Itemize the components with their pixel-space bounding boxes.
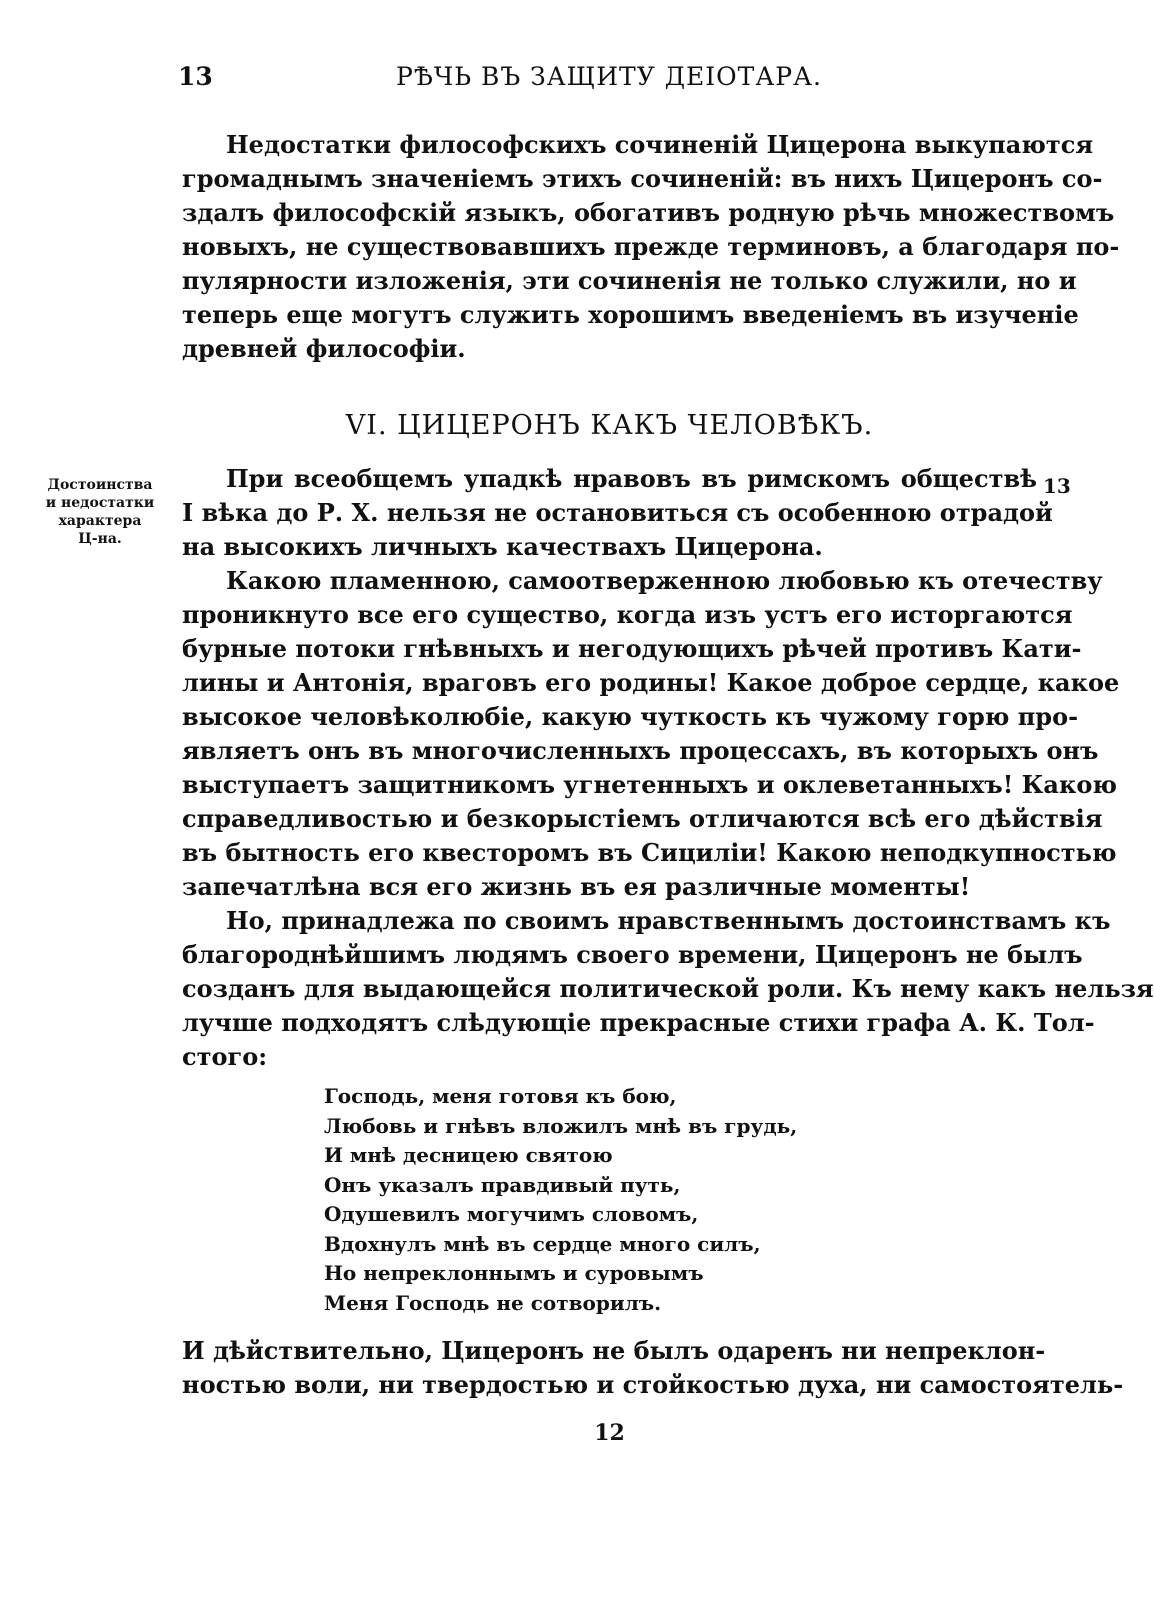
footer-signature-number: 12 [594,1420,625,1446]
paragraph-4 [182,904,1154,1074]
page-header [178,62,1040,102]
margin-sidenote [40,476,160,548]
text-line: запечатлѣна вся его жизнь въ ея различные моменты! [182,872,971,901]
text-line: Недостатки философскихъ сочиненій Цицерона выкупаются [226,130,1094,159]
sidenote-line: и недостатки [45,495,155,511]
poem-line: Онъ указалъ правдивый путь, [324,1172,681,1197]
text-line: благороднѣйшимъ людямъ своего времени, Цицеронъ не былъ [182,940,1083,969]
text-line: Какою пламенною, самоотверженною любовью къ отечеству [226,566,1103,595]
text-line: проникнуто все его существо, когда изъ устъ его исторгаются [182,600,1073,629]
paragraph-1 [182,128,1120,366]
text-line: I вѣка до Р. Х. нельзя не остановиться съ особенною отрадой [182,498,1053,527]
page-number: 13 [178,62,213,91]
text-line: выступаетъ защитникомъ угнетенныхъ и оклеветанныхъ! Какою [182,770,1117,799]
text-line: справедливостью и безкорыстіемъ отличаются всѣ его дѣйствія [182,804,1103,833]
text-line: высокое человѣколюбіе, какую чуткость къ чужому горю про- [182,702,1079,731]
poem-line: Но непреклоннымъ и суровымъ [324,1261,704,1285]
text-line: новыхъ, не существовавшихъ прежде терминовъ, а благодаря по- [182,232,1120,261]
text-line: здалъ философскій языкъ, обогативъ родную рѣчь множествомъ [182,198,1115,227]
paragraph-3 [182,564,1120,904]
text-line: пулярности изложенія, эти сочиненія не только служили, но и [182,266,1077,295]
text-line: лины и Антонія, враговъ его родины! Какое доброе сердце, какое [182,668,1120,697]
paragraph-2 [182,462,1053,564]
text-line: Но, принадлежа по своимъ нравственнымъ достоинствамъ къ [226,906,1111,935]
poem-line: И мнѣ десницею святою [324,1143,613,1167]
poem-line: Одушевилъ могучимъ словомъ, [324,1202,699,1226]
text-line: въ бытность его квесторомъ въ Сициліи! Какою неподкупностью [182,838,1117,867]
text-line: громаднымъ значеніемъ этихъ сочиненій: въ нихъ Цицеронъ со- [182,164,1103,193]
sidenote-line: характера [58,513,142,529]
poem-block [324,1082,797,1318]
text-line: ностью воли, ни твердостью и стойкостью духа, ни самостоятель- [182,1370,1124,1399]
text-line: являетъ онъ въ многочисленныхъ процессахъ, въ которыхъ онъ [182,736,1099,765]
text-line: стого: [182,1042,268,1071]
margin-section-number: 13 [1043,474,1071,498]
section-heading: VI. ЦИЦЕРОНЪ КАКЪ ЧЕЛОВѢКЪ. [345,410,874,441]
sidenote-line: Ц-на. [78,531,122,547]
poem-line: Господь, меня готовя къ бою, [324,1084,677,1108]
text-line: на высокихъ личныхъ качествахъ Цицерона. [182,532,823,561]
poem-line: Меня Господь не сотворилъ. [324,1290,662,1315]
running-title: РѢЧЬ ВЪ ЗАЩИТУ ДЕІОТАРА. [396,62,822,91]
text-line: древней философіи. [182,334,466,363]
text-line: И дѣйствительно, Цицеронъ не былъ одаренъ ни непреклон- [182,1336,1046,1365]
sidenote-line: Достоинства [47,477,153,493]
text-line: созданъ для выдающейся политической роли. Къ нему какъ нельзя [182,974,1154,1003]
paragraph-5 [182,1334,1124,1402]
poem-line: Любовь и гнѣвъ вложилъ мнѣ въ грудь, [324,1113,798,1138]
text-line: теперь еще могутъ служить хорошимъ введеніемъ въ изученіе [182,300,1079,329]
text-line: лучше подходятъ слѣдующіе прекрасные стихи графа А. К. Тол- [182,1008,1095,1037]
text-line: бурные потоки гнѣвныхъ и негодующихъ рѣчей противъ Кати- [182,634,1082,663]
text-line: При всеобщемъ упадкѣ нравовъ въ римскомъ обществѣ [226,464,1037,493]
poem-line: Вдохнулъ мнѣ въ сердце много силъ, [324,1231,761,1256]
